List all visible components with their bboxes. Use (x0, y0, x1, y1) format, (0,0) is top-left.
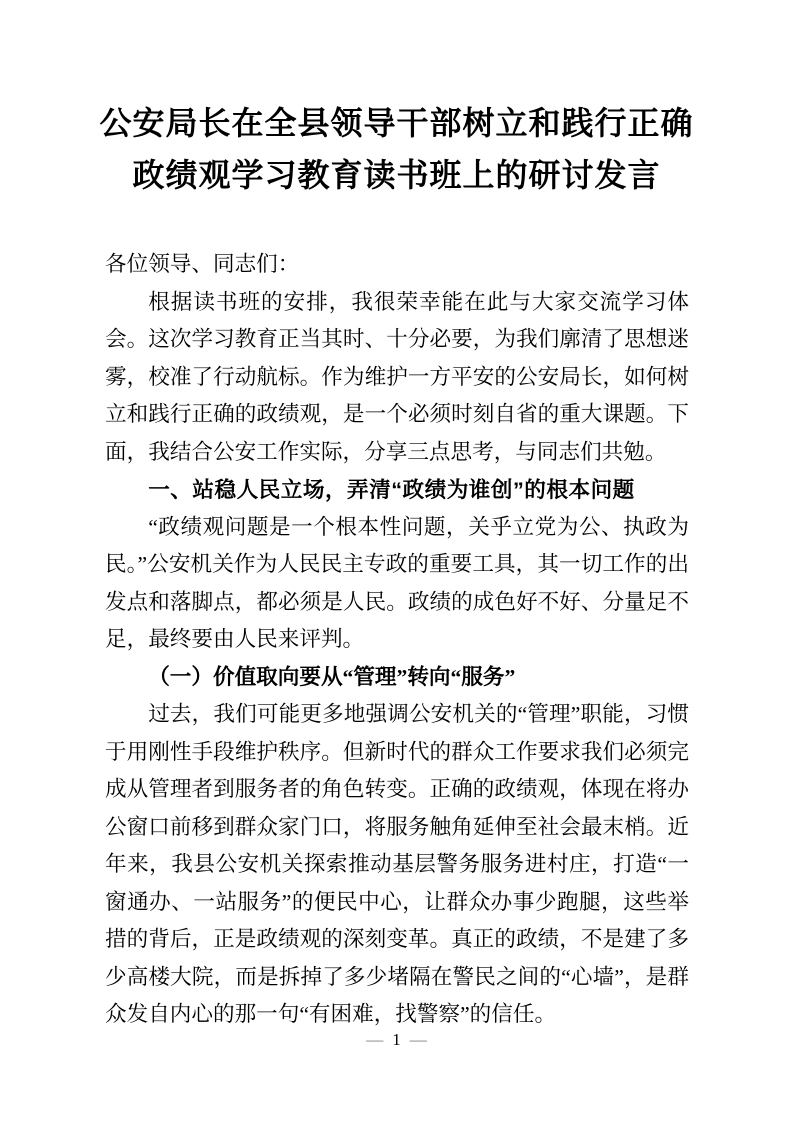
document-title-line-2: 政绩观学习教育读书班上的研讨发言 (132, 157, 661, 193)
footer-dash-right: — (409, 1030, 427, 1049)
page-number: 1 (392, 1030, 401, 1049)
document-title (50, 97, 743, 201)
section-heading-1: 一、站稳人民立场，弄清“政绩为谁创”的根本问题 (148, 477, 635, 502)
document-body (105, 246, 689, 1034)
body-paragraph-section-1: “政绩观问题是一个根本性问题，关乎立党为公、执政为民。”公安机关作为人民民主专政的重要工具，其一切工作的出发点和落脚点，都必须是人民。政绩的成色好不好、分量足不足，最终要由人民来评判。 (105, 514, 689, 651)
footer-dash-left: — (366, 1030, 384, 1049)
page-footer (0, 1028, 793, 1052)
salutation-line: 各位领导、同志们： (105, 252, 300, 276)
subsection-heading-1-1: （一）价值取向要从“管理”转向“服务” (148, 664, 516, 689)
body-paragraph-subsection-1-1: 过去，我们可能更多地强调公安机关的“管理”职能，习惯于用刚性手段维护秩序。但新时代的群众工作要求我们必须完成从管理者到服务者的角色转变。正确的政绩观，体现在将办公窗口前移到群众家门口，将服务触角延伸至社会最末梢。近年来，我县公安机关探索推动基层警务服务进村庄，打造“一窗通办、一站服务”的便民中心，让群众办事少跑腿，这些举措的背后，正是政绩观的深刻变革。真正的政绩，不是建了多少高楼大院，而是拆掉了多少堵隔在警民之间的“心墙”，是群众发自内心的那一句“有困难，找警察”的信任。 (105, 702, 689, 1026)
document-title-line-1: 公安局长在全县领导干部树立和践行正确 (99, 105, 694, 141)
body-paragraph-intro: 根据读书班的安排，我很荣幸能在此与大家交流学习体会。这次学习教育正当其时、十分必要，为我们廓清了思想迷雾，校准了行动航标。作为维护一方平安的公安局长，如何树立和践行正确的政绩观，是一个必须时刻自省的重大课题。下面，我结合公安工作实际，分享三点思考，与同志们共勉。 (105, 289, 689, 464)
